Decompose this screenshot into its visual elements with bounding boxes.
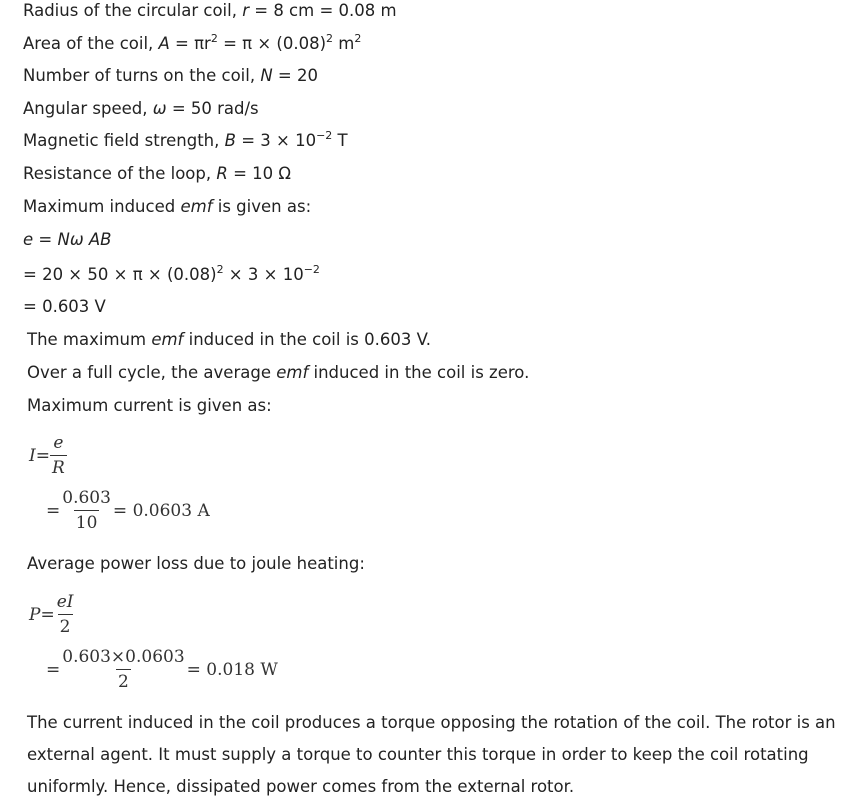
given-area: Area of the coil, $A = \pi r^2 = \pi \times (0.08)^2$ $m^2$ bbox=[23, 32, 362, 53]
power-intro: Average power loss due to joule heating: bbox=[27, 554, 365, 573]
given-radius: Radius of the circular coil, r = 8 cm = 0.08 m bbox=[23, 1, 397, 20]
current-formula: I = $\frac{e}{R}$ bbox=[29, 433, 65, 478]
emf-average-statement: Over a full cycle, the average emf induced in the coil is zero. bbox=[27, 363, 530, 382]
power-formula: P = $\frac{eI}{2}$ bbox=[29, 592, 74, 637]
emf-calculation: = $20 \times 50 \times \pi \times (0.08)^2 \times 3 \times 10^{-2}$ bbox=[23, 263, 320, 284]
current-intro: Maximum current is given as: bbox=[27, 396, 272, 415]
given-magnetic-field: Magnetic field strength, $B = 3 \times 10^{-2}$ T bbox=[23, 129, 348, 150]
given-resistance: Resistance of the loop, R = 10 Ω bbox=[23, 164, 292, 183]
current-fraction-values: $\frac{0.603}{10}$ bbox=[62, 488, 111, 533]
power-fraction-values: $\frac{0.603\times 0.0603}{2}$ bbox=[62, 647, 185, 692]
emf-formula: e = Nω AB bbox=[23, 230, 112, 249]
emf-max-statement: The maximum emf induced in the coil is 0.603 V. bbox=[27, 330, 432, 349]
power-calculation: = $\frac{0.603\times 0.0603}{2}$ = 0.018 W bbox=[46, 647, 278, 692]
given-angular-speed: Angular speed, ω = 50 rad/s bbox=[23, 99, 259, 118]
current-fraction-e-over-r: $\frac{e}{R}$ bbox=[51, 433, 65, 478]
power-fraction-ei-over-2: $\frac{eI}{2}$ bbox=[56, 592, 74, 637]
conclusion-paragraph: The current induced in the coil produces a torque opposing the rotation of the coil. The rotor is an external agent. It must supply a torque to counter this torque in order to keep the coil rotating uniformly. Hence, dissipated power comes from the external rotor. bbox=[27, 713, 836, 796]
emf-intro: Maximum induced emf is given as: bbox=[23, 197, 312, 216]
emf-result: = 0.603 V bbox=[23, 297, 106, 316]
current-calculation: = $\frac{0.603}{10}$ = 0.0603 A bbox=[46, 488, 210, 533]
given-turns: Number of turns on the coil, N = 20 bbox=[23, 66, 318, 85]
